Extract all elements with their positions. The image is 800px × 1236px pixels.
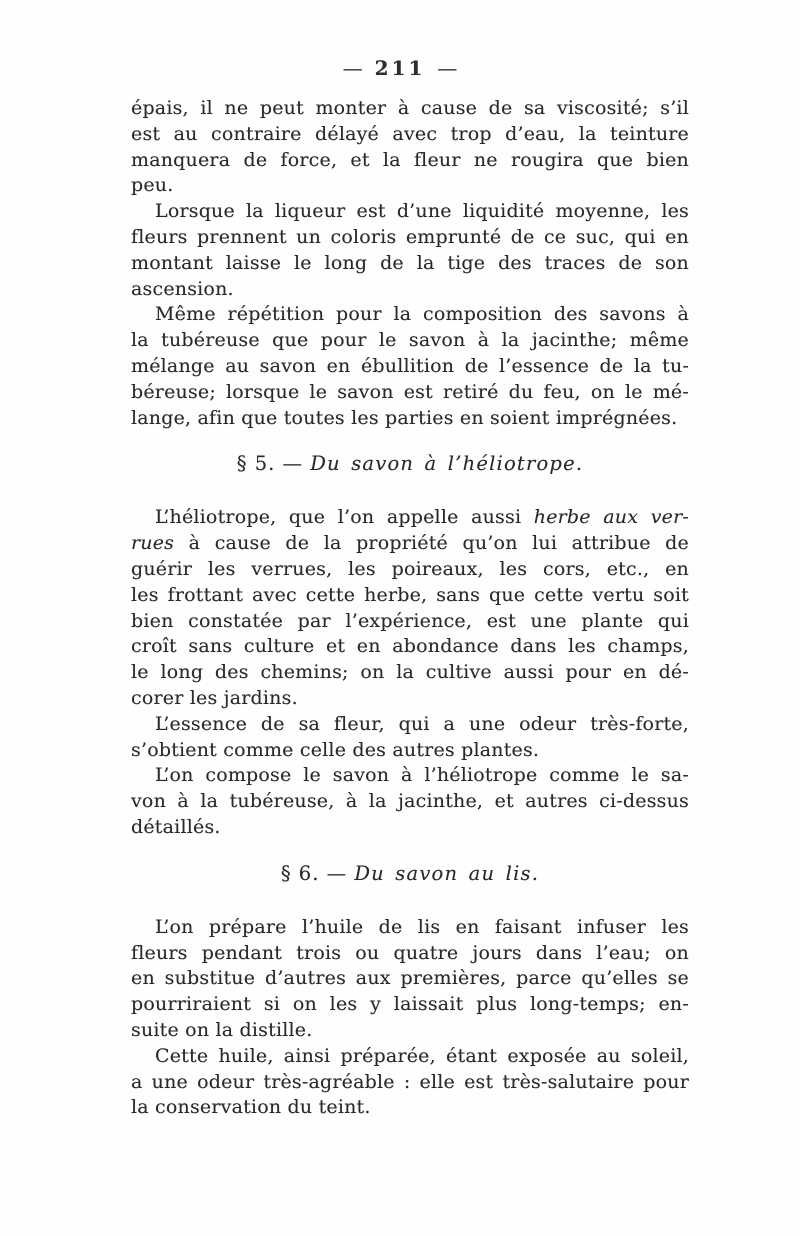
section-number: § 5. — (236, 452, 311, 476)
section-number: § 6. — (280, 861, 355, 885)
paragraph (131, 302, 689, 431)
text-line (131, 815, 689, 841)
text-segment: détaillés. (131, 815, 221, 838)
text-line (131, 531, 689, 557)
text-segment: épais, il ne peut monter à cause de sa viscosité; s’il (131, 97, 689, 119)
text-line (131, 763, 689, 789)
section-title: Du savon au lis. (354, 861, 540, 885)
text-segment: en substitue d’autres aux premières, parce qu’elles se (131, 967, 689, 990)
text-line (131, 789, 689, 815)
text-segment: ascension. (131, 277, 234, 300)
page-number: 211 (374, 56, 426, 80)
text-segment: lange, afin que toutes les parties en soient imprégnées. (131, 406, 678, 429)
text-segment: L’héliotrope, que l’on appelle aussi (155, 506, 534, 529)
section-heading (131, 451, 689, 477)
text-segment: à cause de la propriété qu’on lui attribue de (174, 532, 689, 555)
header-dash-left: — (342, 56, 363, 80)
text-segment: béreuse; lorsque le savon est retiré du feu, on le mé- (131, 380, 689, 403)
text-line (131, 686, 689, 712)
text-segment: Lorsque la liqueur est d’une liquidité moyenne, les (155, 200, 689, 223)
text-line (131, 583, 689, 609)
text-segment: rues (131, 532, 175, 555)
text-segment: le long des chemins; on la cultive aussi pour en dé- (131, 661, 689, 684)
text-segment: fleurs prennent un coloris emprunté de ce suc, qui en (131, 225, 689, 248)
text-segment: s’obtient comme celle des autres plantes. (131, 738, 540, 761)
paragraph (131, 199, 689, 302)
text-segment: L’essence de sa fleur, qui a une odeur très-forte, (155, 712, 689, 735)
paragraph (131, 763, 689, 840)
text-line (131, 712, 689, 738)
text-line (131, 941, 689, 967)
text-segment: mélange au savon en ébullition de l’essence de la tu- (131, 354, 689, 377)
text-line (131, 225, 689, 251)
text-segment: la tubéreuse que pour le savon à la jacinthe; même (131, 329, 689, 352)
text-line (131, 1070, 689, 1096)
section-title: Du savon à l’héliotrope. (310, 452, 584, 476)
text-line (131, 634, 689, 660)
text-segment: Cette huile, ainsi préparée, étant exposée au soleil, (155, 1044, 689, 1067)
paragraph (131, 505, 689, 711)
text-segment: la conservation du teint. (131, 1096, 371, 1119)
text-segment: pourriraient si on les y laissait plus long-temps; en- (131, 993, 689, 1016)
text-line (131, 251, 689, 277)
text-line (131, 738, 689, 764)
text-segment: manquera de force, et la fleur ne rougira que bien (131, 148, 689, 171)
text-segment: L’on prépare l’huile de lis en faisant infuser les (155, 915, 689, 938)
text-line (131, 1095, 689, 1121)
text-segment: Même répétition pour la composition des savons à (155, 303, 689, 326)
text-segment: peu. (131, 174, 174, 197)
paragraph (131, 1044, 689, 1121)
text-segment: bien constatée par l’expérience, est une plante qui (131, 609, 689, 632)
text-segment: herbe aux ver- (533, 506, 689, 529)
text-segment: fleurs pendant trois ou quatre jours dans l’eau; on (131, 941, 689, 964)
text-segment: von à la tubéreuse, à la jacinthe, et autres ci-dessus (131, 790, 689, 813)
page-header (0, 56, 800, 80)
text-line (131, 199, 689, 225)
text-line (131, 380, 689, 406)
section-heading (131, 861, 689, 887)
text-line (131, 609, 689, 635)
text-line (131, 173, 689, 199)
text-line (131, 1044, 689, 1070)
text-line (131, 302, 689, 328)
text-line (131, 557, 689, 583)
text-segment: corer les jardins. (131, 686, 298, 709)
page-content (131, 96, 689, 1121)
text-line (131, 328, 689, 354)
text-line (131, 354, 689, 380)
text-segment: a une odeur très-agréable : elle est très-salutaire pour (131, 1070, 689, 1093)
text-line (131, 660, 689, 686)
text-segment: L’on compose le savon à l’héliotrope comme le sa- (155, 764, 689, 787)
paragraph (131, 96, 689, 199)
text-line (131, 505, 689, 531)
text-segment: les frottant avec cette herbe, sans que cette vertu soit (131, 583, 689, 606)
text-segment: suite on la distille. (131, 1018, 313, 1041)
text-line (131, 96, 689, 122)
paragraph (131, 712, 689, 764)
text-line (131, 992, 689, 1018)
text-line (131, 406, 689, 432)
text-segment: guérir les verrues, les poireaux, les cors, etc., en (131, 557, 689, 580)
text-line (131, 122, 689, 148)
text-line (131, 915, 689, 941)
paragraph (131, 915, 689, 1044)
text-line (131, 277, 689, 303)
text-line (131, 148, 689, 174)
header-dash-right: — (437, 56, 458, 80)
text-segment: montant laisse le long de la tige des traces de son (131, 251, 689, 274)
text-segment: croît sans culture et en abondance dans les champs, (131, 635, 689, 658)
text-segment: est au contraire délayé avec trop d’eau, la teinture (131, 122, 689, 145)
text-line (131, 966, 689, 992)
text-line (131, 1018, 689, 1044)
